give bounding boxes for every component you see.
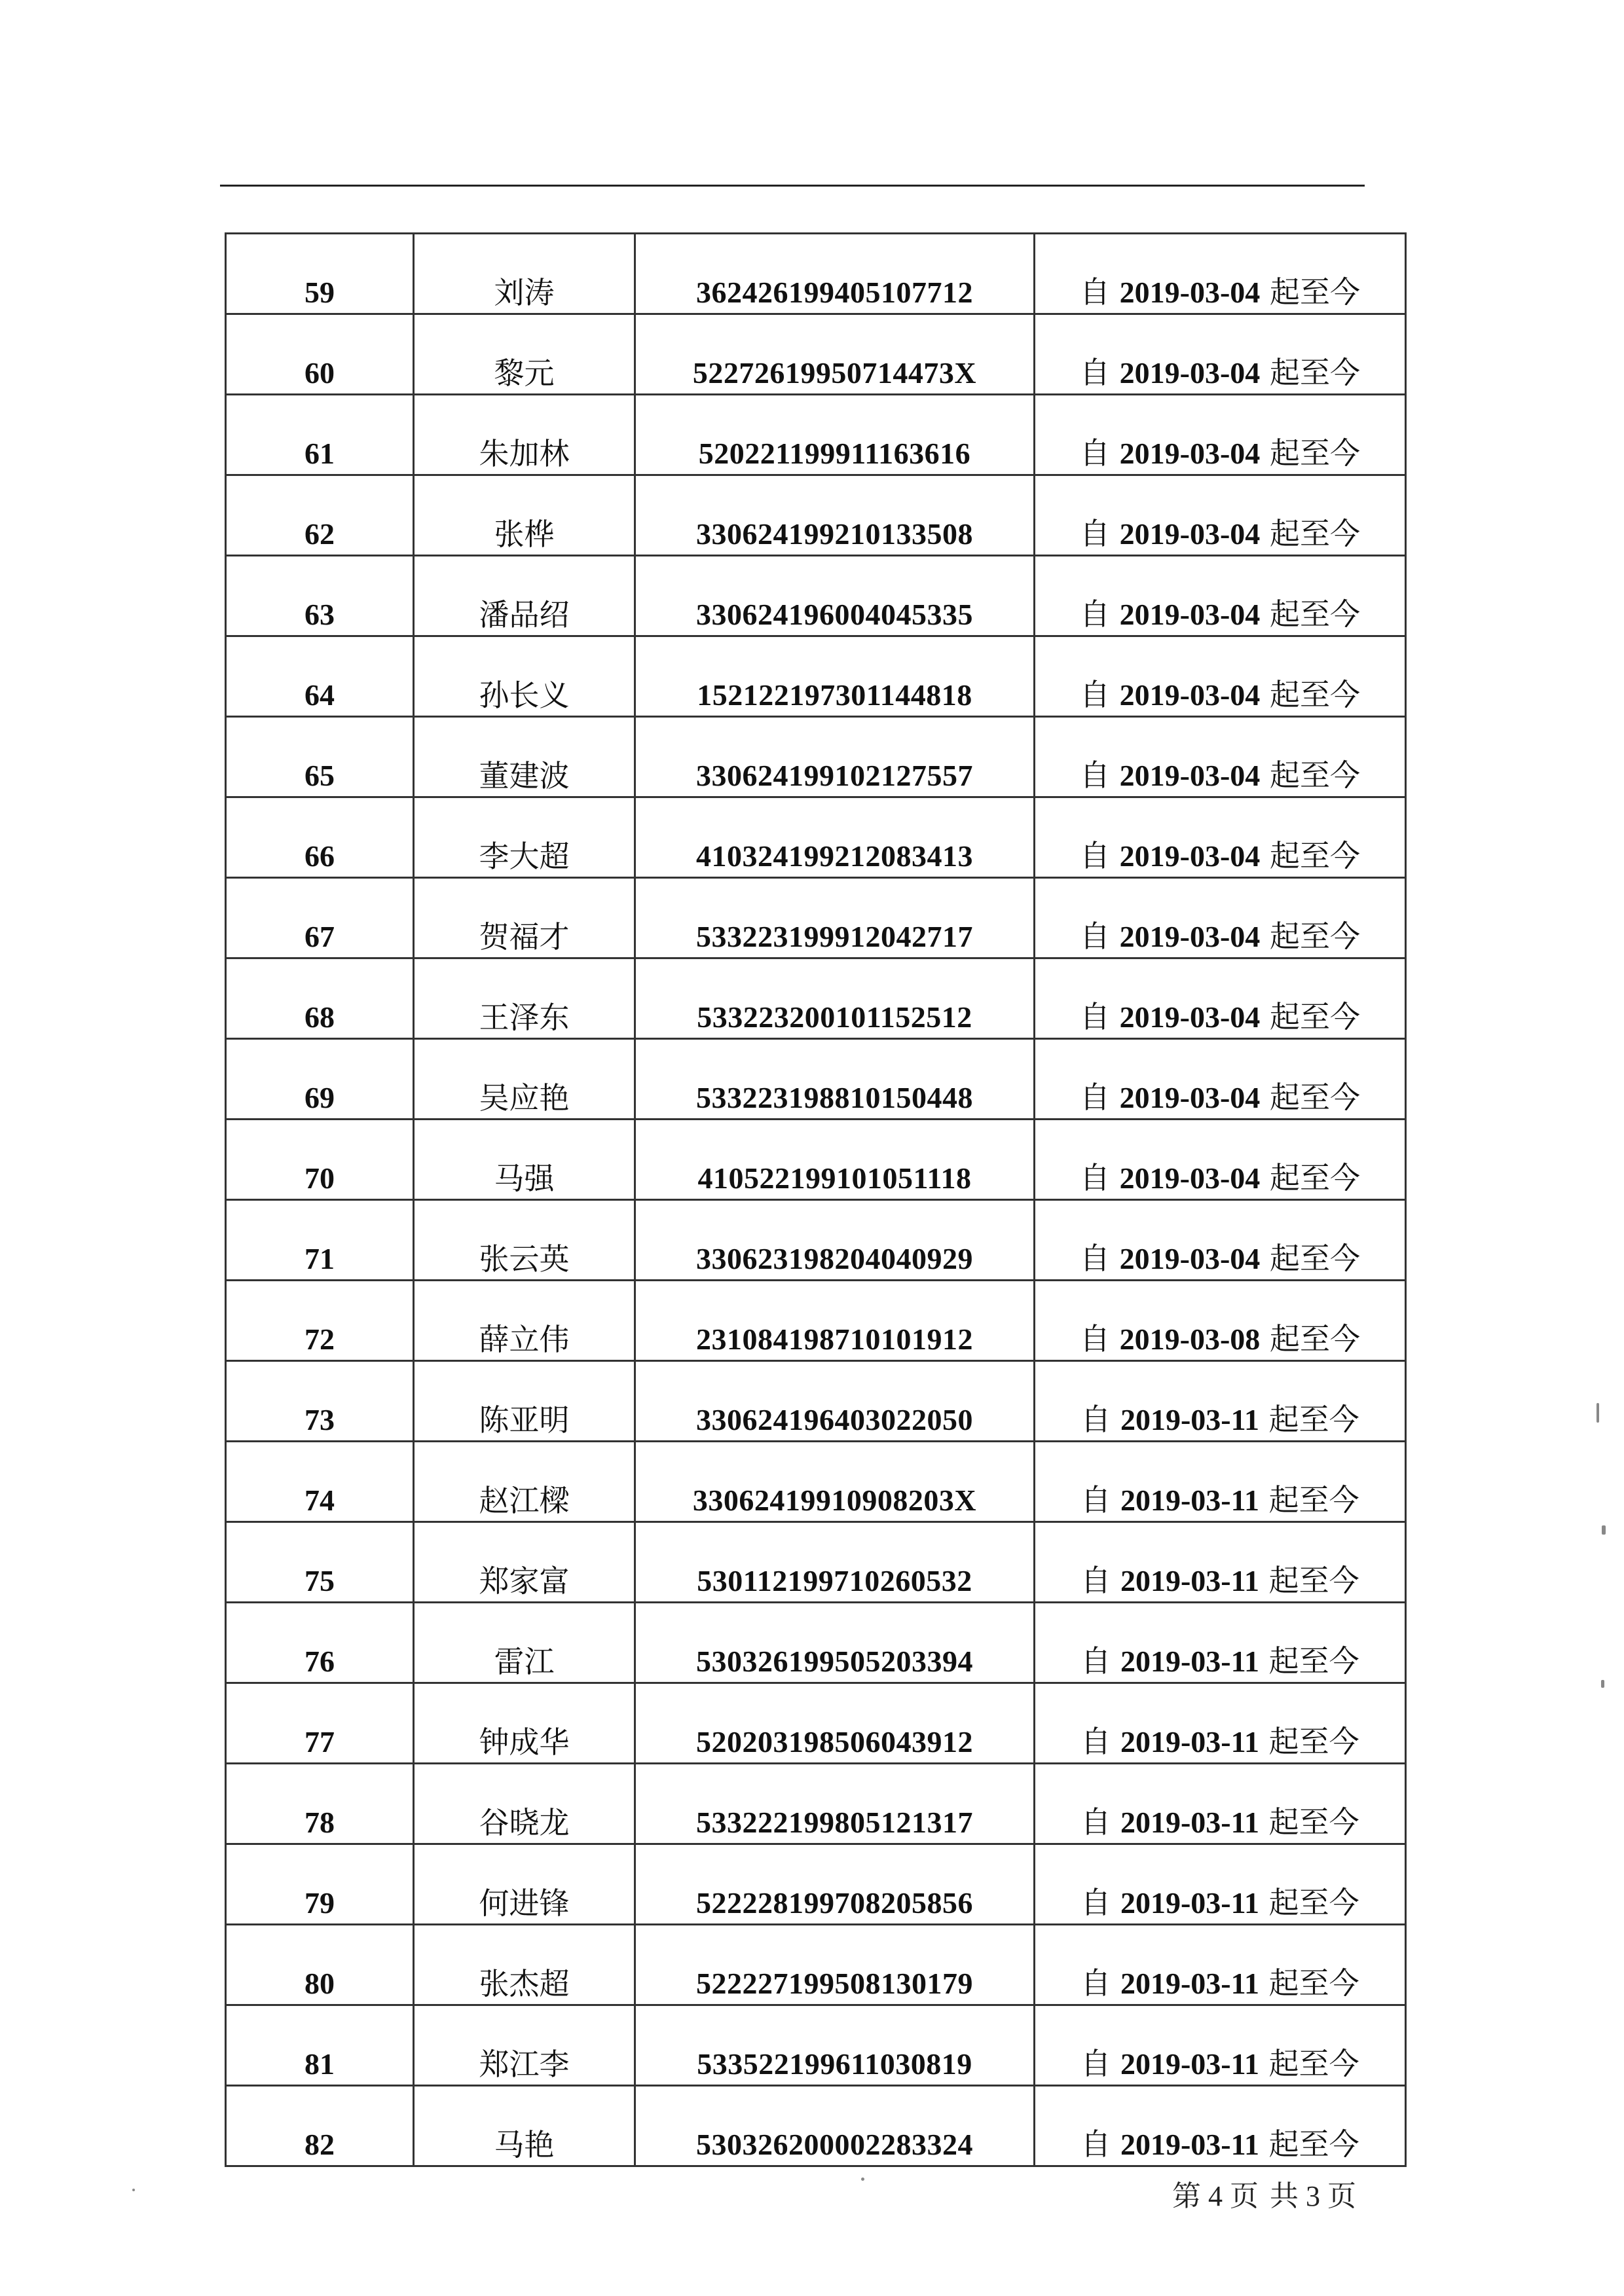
date-range [1035,234,1406,314]
date-range [1035,717,1406,797]
date-prefix: 自 [1080,919,1111,954]
row-number: 71 [226,1200,414,1281]
scan-speck [1602,1525,1606,1535]
date-prefix: 自 [1080,757,1111,793]
id-number: 330623198204040929 [635,1200,1035,1281]
date-suffix: 起至今 [1268,1643,1359,1679]
person-name: 孙长义 [414,636,635,717]
person-name: 张桦 [414,475,635,556]
person-name: 郑江李 [414,2005,635,2086]
date-prefix: 自 [1080,596,1111,632]
date-prefix: 自 [1080,516,1111,551]
table-row [226,797,1406,878]
date-range [1035,797,1406,878]
start-date: 2019-03-11 [1120,2128,1260,2161]
table-row [226,1522,1406,1603]
row-number: 75 [226,1522,414,1603]
start-date: 2019-03-04 [1119,839,1261,873]
person-name: 张杰超 [414,1925,635,2005]
row-number: 62 [226,475,414,556]
start-date: 2019-03-04 [1119,1242,1261,1275]
row-number: 61 [226,395,414,475]
id-number: 330624196004045335 [635,556,1035,636]
row-number: 73 [226,1361,414,1442]
table-row [226,2086,1406,2166]
table-row [226,1925,1406,2005]
start-date: 2019-03-04 [1119,356,1261,390]
date-suffix: 起至今 [1268,1965,1359,2001]
date-suffix: 起至今 [1269,677,1360,712]
start-date: 2019-03-04 [1119,437,1261,470]
date-prefix: 自 [1080,1482,1111,1518]
row-number: 60 [226,314,414,395]
date-range [1035,2086,1406,2166]
start-date: 2019-03-11 [1120,2047,1260,2081]
row-number: 65 [226,717,414,797]
date-suffix: 起至今 [1269,838,1360,873]
start-date: 2019-03-11 [1120,1886,1260,1920]
id-number: 520203198506043912 [635,1683,1035,1764]
table-row [226,1844,1406,1925]
date-range [1035,1200,1406,1281]
date-range [1035,475,1406,556]
row-number: 64 [226,636,414,717]
start-date: 2019-03-04 [1119,1161,1261,1195]
date-prefix: 自 [1080,1885,1111,1920]
date-suffix: 起至今 [1269,1321,1360,1357]
date-range [1035,878,1406,958]
table-row [226,717,1406,797]
page-total: 共 3 页 [1270,2180,1356,2212]
person-name: 马艳 [414,2086,635,2166]
date-prefix: 自 [1080,1724,1111,1759]
table-row [226,234,1406,314]
person-name: 雷江 [414,1603,635,1683]
table-row [226,1683,1406,1764]
date-range [1035,1844,1406,1925]
date-prefix: 自 [1080,1804,1111,1840]
date-prefix: 自 [1080,2126,1111,2162]
date-range [1035,1361,1406,1442]
table-row [226,1361,1406,1442]
id-number: 410522199101051118 [635,1120,1035,1200]
table-row [226,1281,1406,1361]
date-prefix: 自 [1080,1402,1111,1437]
date-range [1035,1764,1406,1844]
date-prefix: 自 [1080,1563,1111,1598]
person-name: 潘品绍 [414,556,635,636]
header-rule [220,185,1365,187]
id-number: 362426199405107712 [635,234,1035,314]
row-number: 82 [226,2086,414,2166]
person-name: 赵江樑 [414,1442,635,1522]
start-date: 2019-03-04 [1119,1000,1261,1034]
date-prefix: 自 [1080,274,1111,310]
roster-table-container [225,232,1405,2167]
id-number: 33062419910908203X [635,1442,1035,1522]
id-number: 410324199212083413 [635,797,1035,878]
person-name: 郑家富 [414,1522,635,1603]
date-suffix: 起至今 [1268,1563,1359,1598]
start-date: 2019-03-11 [1120,1564,1260,1597]
table-row [226,636,1406,717]
date-prefix: 自 [1080,1321,1111,1357]
start-date: 2019-03-04 [1119,598,1261,631]
id-number: 330624196403022050 [635,1361,1035,1442]
table-row [226,1200,1406,1281]
table-row [226,556,1406,636]
id-number: 533222199805121317 [635,1764,1035,1844]
id-number: 522227199508130179 [635,1925,1035,2005]
date-range [1035,395,1406,475]
date-prefix: 自 [1080,1080,1111,1115]
id-number: 533223200101152512 [635,958,1035,1039]
row-number: 81 [226,2005,414,2086]
date-prefix: 自 [1080,355,1111,390]
table-row [226,2005,1406,2086]
date-suffix: 起至今 [1269,919,1360,954]
date-range [1035,1683,1406,1764]
date-prefix: 自 [1080,1241,1111,1276]
id-number: 530326199505203394 [635,1603,1035,1683]
table-row [226,1442,1406,1522]
date-range [1035,636,1406,717]
date-suffix: 起至今 [1269,1241,1360,1276]
date-suffix: 起至今 [1268,1804,1359,1840]
start-date: 2019-03-04 [1119,759,1261,792]
page-footer [1172,2172,1360,2214]
id-number: 533522199611030819 [635,2005,1035,2086]
table-row [226,1039,1406,1120]
table-row [226,878,1406,958]
row-number: 77 [226,1683,414,1764]
date-range [1035,1442,1406,1522]
start-date: 2019-03-04 [1119,1081,1261,1114]
person-name: 王泽东 [414,958,635,1039]
row-number: 69 [226,1039,414,1120]
person-name: 刘涛 [414,234,635,314]
date-prefix: 自 [1080,1160,1111,1195]
date-range [1035,2005,1406,2086]
date-range [1035,1522,1406,1603]
date-range [1035,1039,1406,1120]
date-suffix: 起至今 [1268,1402,1359,1437]
start-date: 2019-03-11 [1120,1645,1260,1678]
person-name: 薛立伟 [414,1281,635,1361]
person-name: 董建波 [414,717,635,797]
start-date: 2019-03-11 [1120,1725,1260,1758]
row-number: 66 [226,797,414,878]
date-prefix: 自 [1080,1643,1111,1679]
id-number: 330624199102127557 [635,717,1035,797]
start-date: 2019-03-11 [1120,1484,1260,1517]
date-suffix: 起至今 [1269,1080,1360,1115]
date-suffix: 起至今 [1269,596,1360,632]
date-range [1035,958,1406,1039]
date-suffix: 起至今 [1268,2046,1359,2081]
row-number: 70 [226,1120,414,1200]
id-number: 533223199912042717 [635,878,1035,958]
row-number: 80 [226,1925,414,2005]
date-suffix: 起至今 [1268,1482,1359,1518]
person-name: 吴应艳 [414,1039,635,1120]
start-date: 2019-03-11 [1120,1403,1260,1436]
start-date: 2019-03-04 [1119,276,1261,309]
date-prefix: 自 [1080,1965,1111,2001]
person-name: 张云英 [414,1200,635,1281]
date-range [1035,556,1406,636]
table-row [226,1603,1406,1683]
person-name: 谷晓龙 [414,1764,635,1844]
date-range [1035,1281,1406,1361]
row-number: 68 [226,958,414,1039]
date-suffix: 起至今 [1269,1160,1360,1195]
row-number: 76 [226,1603,414,1683]
page-number: 第 4 页 [1172,2180,1259,2212]
date-range [1035,1120,1406,1200]
row-number: 74 [226,1442,414,1522]
id-number: 522228199708205856 [635,1844,1035,1925]
start-date: 2019-03-11 [1120,1806,1260,1839]
scan-speck [1601,1680,1604,1688]
table-row [226,314,1406,395]
row-number: 79 [226,1844,414,1925]
person-name: 贺福才 [414,878,635,958]
person-name: 钟成华 [414,1683,635,1764]
date-prefix: 自 [1080,677,1111,712]
roster-table [225,232,1407,2167]
date-suffix: 起至今 [1268,2126,1359,2162]
id-number: 533223198810150448 [635,1039,1035,1120]
row-number: 59 [226,234,414,314]
start-date: 2019-03-04 [1119,920,1261,953]
date-prefix: 自 [1080,435,1111,471]
id-number: 231084198710101912 [635,1281,1035,1361]
date-prefix: 自 [1080,2046,1111,2081]
start-date: 2019-03-11 [1120,1967,1260,2000]
date-suffix: 起至今 [1269,435,1360,471]
scan-speck [861,2178,864,2181]
person-name: 何进锋 [414,1844,635,1925]
table-row [226,395,1406,475]
start-date: 2019-03-04 [1119,678,1261,712]
table-row [226,475,1406,556]
id-number: 330624199210133508 [635,475,1035,556]
person-name: 李大超 [414,797,635,878]
id-number: 530326200002283324 [635,2086,1035,2166]
person-name: 马强 [414,1120,635,1200]
id-number: 152122197301144818 [635,636,1035,717]
date-suffix: 起至今 [1269,274,1360,310]
id-number: 52272619950714473X [635,314,1035,395]
date-suffix: 起至今 [1269,355,1360,390]
person-name: 陈亚明 [414,1361,635,1442]
row-number: 72 [226,1281,414,1361]
start-date: 2019-03-04 [1119,517,1261,551]
table-row [226,958,1406,1039]
row-number: 78 [226,1764,414,1844]
scan-speck [1596,1403,1599,1423]
scan-speck [132,2189,135,2191]
person-name: 黎元 [414,314,635,395]
date-prefix: 自 [1080,838,1111,873]
start-date: 2019-03-08 [1119,1322,1261,1356]
date-suffix: 起至今 [1269,757,1360,793]
date-suffix: 起至今 [1268,1724,1359,1759]
id-number: 530112199710260532 [635,1522,1035,1603]
table-row [226,1764,1406,1844]
date-range [1035,1603,1406,1683]
row-number: 67 [226,878,414,958]
id-number: 520221199911163616 [635,395,1035,475]
row-number: 63 [226,556,414,636]
date-suffix: 起至今 [1269,999,1360,1034]
date-suffix: 起至今 [1269,516,1360,551]
date-prefix: 自 [1080,999,1111,1034]
date-suffix: 起至今 [1268,1885,1359,1920]
date-range [1035,1925,1406,2005]
date-range [1035,314,1406,395]
table-row [226,1120,1406,1200]
person-name: 朱加林 [414,395,635,475]
roster-table-body [226,234,1406,2166]
